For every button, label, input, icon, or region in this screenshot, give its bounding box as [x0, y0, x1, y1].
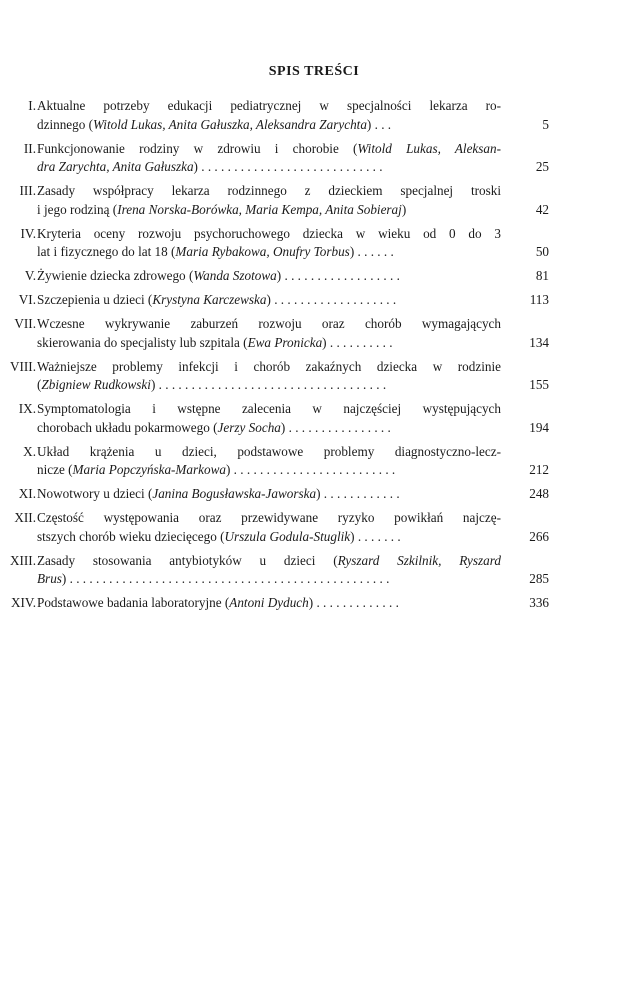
toc-entry	[0, 225, 628, 262]
toc-entry	[0, 509, 628, 546]
toc-entry-line: Zasady współpracy lekarza rodzinnego z dzieckiem specjalnej troski	[37, 183, 501, 198]
toc-entry	[0, 182, 628, 219]
toc-entry-line: Aktualne potrzeby edukacji pediatrycznej w specjalności lekarza ro-	[37, 98, 501, 113]
toc-entry-line: Podstawowe badania laboratoryjne (Antoni Dyduch) . . . . . . . . . . . . .	[37, 595, 399, 610]
toc-entry-number: VII.	[14, 316, 36, 331]
toc-entry	[0, 140, 628, 177]
toc-entry-line: Brus) . . . . . . . . . . . . . . . . . . . . . . . . . . . . . . . . . . . . . . . . . . . . . . . . .	[37, 571, 390, 586]
toc-entry-line: skierowania do specjalisty lub szpitala (Ewa Pronicka) . . . . . . . . . .	[37, 334, 393, 350]
toc-entry-text	[37, 552, 501, 589]
toc-entry-page-number: 212	[529, 462, 549, 477]
toc-entry-text	[37, 509, 501, 546]
toc-entry-number: VI.	[18, 292, 36, 307]
toc-entry-text	[37, 182, 501, 219]
toc-entry-page-number: 25	[535, 159, 549, 174]
toc-entry-line: Częstość występowania oraz przewidywane ryzyko powikłań najczę-	[37, 510, 501, 525]
toc-entry-page-number: 42	[535, 201, 549, 217]
toc-entry-number: XII.	[14, 510, 36, 525]
toc-entry-text	[37, 400, 501, 437]
toc-entry-number: XI.	[18, 486, 36, 501]
toc-entry-text	[37, 358, 501, 395]
toc-entry	[0, 315, 628, 352]
toc-entry	[0, 443, 628, 480]
toc-entry-number: IX.	[18, 401, 36, 416]
toc-entry	[0, 485, 628, 504]
toc-entry-line: Symptomatologia i wstępne zalecenia w najczęściej występujących	[37, 401, 501, 416]
toc-entry-page-number: 266	[529, 528, 549, 544]
toc-entry-line: dzinnego (Witold Lukas, Anita Gałuszka, Aleksandra Zarychta) . . .	[37, 116, 392, 132]
toc-entry-text	[37, 315, 501, 352]
toc-entry-line: i jego rodziną (Irena Norska-Borówka, Maria Kempa, Anita Sobieraj)	[37, 201, 407, 217]
toc-entry-number: III.	[19, 183, 36, 198]
toc-entry	[0, 291, 628, 310]
toc-entry-line: Wczesne wykrywanie zaburzeń rozwoju oraz chorób wymagających	[37, 316, 501, 331]
toc-entry-page-number: 194	[529, 419, 549, 435]
toc-entry-number: XIII.	[10, 552, 36, 568]
toc-entry-number: V.	[24, 268, 36, 283]
page-title: SPIS TREŚCI	[268, 64, 360, 79]
toc-entry-page-number: 285	[529, 571, 549, 586]
toc-entry-text	[37, 443, 501, 480]
toc-entry-line: Żywienie dziecka zdrowego (Wanda Szotowa) . . . . . . . . . . . . . . . . . .	[37, 268, 400, 283]
toc-entry-text	[37, 594, 501, 613]
toc-entry-number: VIII.	[10, 358, 36, 374]
toc-entry-page-number: 248	[529, 486, 549, 501]
toc-entry-line: nicze (Maria Popczyńska-Markowa) . . . . . . . . . . . . . . . . . . . . . . . . .	[37, 462, 396, 477]
toc-entry	[0, 400, 628, 437]
toc-entry-page-number: 50	[535, 244, 549, 259]
toc-entry-line: Nowotwory u dzieci (Janina Bogusławska-Jaworska) . . . . . . . . . . . .	[37, 486, 400, 501]
toc-entry-number: IV.	[20, 225, 36, 241]
toc-entry-page-number: 336	[529, 595, 549, 610]
toc-entry-line: lat i fizycznego do lat 18 (Maria Rybakowa, Onufry Torbus) . . . . . .	[37, 244, 394, 259]
toc-entry-line: (Zbigniew Rudkowski) . . . . . . . . . . . . . . . . . . . . . . . . . . . . . . . . . . .	[37, 377, 387, 392]
toc-entry-line: Funkcjonowanie rodziny w zdrowiu i chorobie (Witold Lukas, Aleksan-	[37, 140, 501, 156]
toc-entry-number: XIV.	[10, 595, 36, 610]
toc-entry-line: dra Zarychta, Anita Gałuszka) . . . . . . . . . . . . . . . . . . . . . . . . . . . .	[37, 159, 383, 174]
toc-entry-number: X.	[23, 443, 36, 459]
toc-entry-line: chorobach układu pokarmowego (Jerzy Socha) . . . . . . . . . . . . . . . .	[37, 419, 391, 435]
toc-entry-page-number: 113	[529, 292, 549, 307]
toc-entry	[0, 267, 628, 286]
toc-entry-text	[37, 140, 501, 177]
toc-entry	[0, 552, 628, 589]
toc-entry-line: Ważniejsze problemy infekcji i chorób zakaźnych dziecka w rodzinie	[37, 358, 501, 374]
toc-entry-text	[37, 485, 501, 504]
table-of-contents	[0, 97, 628, 618]
toc-entry-line: Kryteria oceny rozwoju psychoruchowego dziecka w wieku od 0 do 3	[37, 225, 501, 241]
toc-entry-line: Układ krążenia u dzieci, podstawowe problemy diagnostyczno-lecz-	[37, 443, 501, 459]
toc-entry-page-number: 134	[529, 334, 549, 350]
toc-entry-number: I.	[28, 98, 36, 113]
toc-entry-line: Zasady stosowania antybiotyków u dzieci (Ryszard Szkilnik, Ryszard	[37, 552, 501, 568]
toc-entry	[0, 358, 628, 395]
toc-entry-text	[37, 291, 501, 310]
toc-entry-page-number: 155	[529, 377, 549, 392]
toc-entry-line: stszych chorób wieku dziecięcego (Urszula Godula-Stuglik) . . . . . . .	[37, 528, 401, 544]
toc-entry-text	[37, 225, 501, 262]
toc-entry-number: II.	[23, 140, 36, 156]
toc-entry	[0, 97, 628, 134]
toc-entry-text	[37, 97, 501, 134]
toc-entry	[0, 594, 628, 613]
toc-entry-text	[37, 267, 501, 286]
toc-entry-page-number: 81	[535, 268, 549, 283]
toc-entry-page-number: 5	[542, 116, 549, 132]
toc-entry-line: Szczepienia u dzieci (Krystyna Karczewska) . . . . . . . . . . . . . . . . . . .	[37, 292, 397, 307]
